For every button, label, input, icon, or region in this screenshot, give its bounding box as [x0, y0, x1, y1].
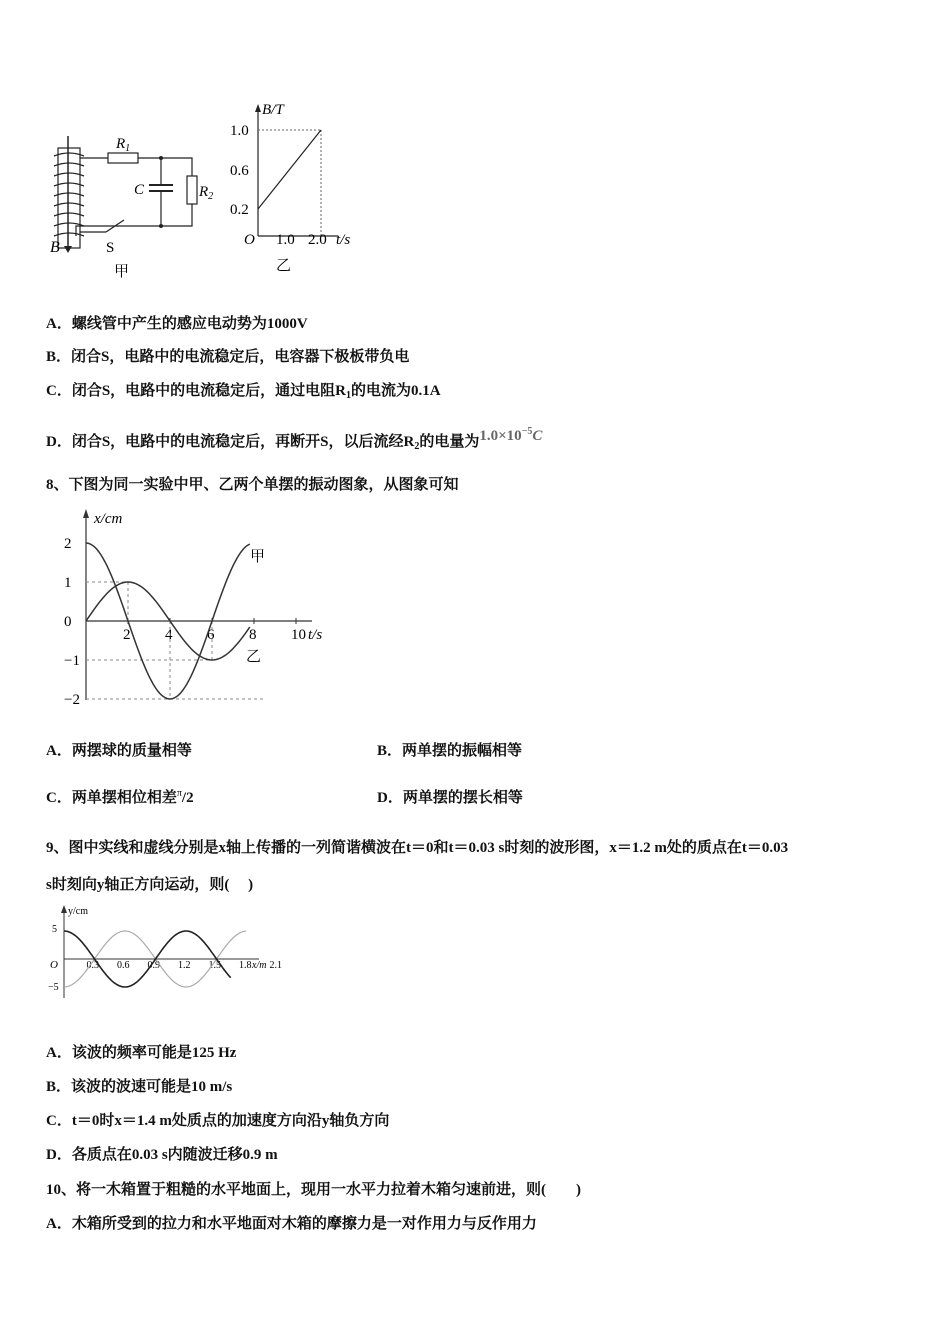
q9-xtick: 1.5: [208, 960, 221, 971]
q9-option-d: D．各质点在0.03 s内随波迁移0.9 m: [46, 1147, 278, 1163]
circuit-diagram: [46, 128, 236, 298]
q7-option-d: D．闭合S，电路中的电流稳定后，再断开S，以后流经$R_2$的电量为$1.0\times 10^{-5}C$: [46, 426, 543, 452]
svg-text:R2: $R_2$: [199, 184, 214, 202]
q9-stem-line1: 9、图中实线和虚线分别是x轴上传播的一列简谐横波在t＝0和t＝0.03 s时刻的波形图，x＝1.2 m处的质点在t＝0.03: [46, 840, 789, 856]
q8-ytick: 2: [64, 536, 72, 552]
capacitor-label: C: [134, 182, 145, 198]
q8-ytick: 1: [64, 575, 72, 591]
bt-axis-y: B/T: [262, 102, 284, 118]
q9-xtick: 0.6: [117, 960, 130, 971]
q8-xtick: 6: [207, 627, 215, 643]
q8-stem: 8、下图为同一实验中甲、乙两个单摆的振动图象，从图象可知: [46, 477, 459, 493]
svg-text:R1: $R_1$: [116, 136, 131, 154]
q8-axis-x: t/s: [308, 627, 323, 643]
switch-label: S: [106, 240, 115, 256]
q7-option-a: A．螺线管中产生的感应电动势为1000V: [46, 316, 308, 332]
q8-option-d: D．两单摆的摆长相等: [377, 790, 523, 806]
q8-option-b: B．两单摆的振幅相等: [377, 743, 523, 759]
q8-xtick: 2: [123, 627, 131, 643]
q9-ytick: 5: [52, 924, 57, 935]
wave-graph: [44, 902, 284, 1002]
q9-xtick: 1.2: [178, 960, 191, 971]
bt-origin: O: [244, 232, 255, 248]
q10-option-a: A．木箱所受到的拉力和水平地面对木箱的摩擦力是一对作用力与反作用力: [46, 1216, 537, 1232]
pendulum-graph: [50, 505, 350, 715]
bt-ytick: 0.2: [230, 202, 249, 218]
bt-xtick: 1.0: [276, 232, 295, 248]
q8-label-jia: 甲: [250, 549, 266, 565]
bt-axis-x: t/s: [336, 232, 351, 248]
q8-ytick: 0: [64, 614, 72, 630]
q9-option-a: A．该波的频率可能是125 Hz: [46, 1045, 237, 1061]
q8-xtick: 4: [165, 627, 173, 643]
bt-ytick: 1.0: [230, 123, 249, 139]
q8-option-c: C．两单摆相位相差$^\pi$/2: [46, 788, 194, 806]
bt-graph: [226, 100, 366, 275]
q8-ytick: −1: [64, 653, 80, 669]
fig-label-jia: 甲: [114, 264, 130, 280]
bt-ytick: 0.6: [230, 163, 249, 179]
q9-option-c: C．t＝0时x＝1.4 m处质点的加速度方向沿y轴负方向: [46, 1113, 390, 1129]
solenoid-b-label: B: [50, 239, 60, 256]
q9-xtick: 0.3: [86, 960, 99, 971]
q9-option-b: B．该波的波速可能是10 m/s: [46, 1079, 233, 1095]
q7-option-c: C．闭合S，电路中的电流稳定后，通过电阻$R_1$的电流为0.1A: [46, 383, 441, 401]
q9-ytick: −5: [48, 982, 59, 993]
bt-xtick: 2.0: [308, 232, 327, 248]
q9-xtick: 0.9: [147, 960, 160, 971]
q8-axis-y: x/cm: [94, 511, 123, 527]
q8-label-yi: 乙: [246, 649, 262, 665]
q9-xtick: 2.1: [269, 960, 282, 971]
q7-option-b: B．闭合S，电路中的电流稳定后，电容器下极板带负电: [46, 349, 410, 365]
q9-xtick: 1.8: [239, 960, 252, 971]
q8-xtick: 8: [249, 627, 257, 643]
q8-option-a: A．两摆球的质量相等: [46, 743, 192, 759]
fig-label-yi: 乙: [276, 258, 292, 274]
q9-axis-x: x/m: [252, 960, 267, 971]
q9-stem-line2: s时刻向y轴正方向运动，则( ): [46, 877, 254, 893]
charge-formula: $1.0\times 10^{-5}C$: [479, 426, 543, 444]
q8-xtick: 10: [291, 627, 306, 643]
q10-stem: 10、将一木箱置于粗糙的水平地面上，现用一水平力拉着木箱匀速前进，则( ): [46, 1182, 581, 1198]
q8-ytick: −2: [64, 692, 80, 708]
q9-axis-y: y/cm: [68, 906, 88, 917]
q9-origin: O: [50, 959, 58, 971]
